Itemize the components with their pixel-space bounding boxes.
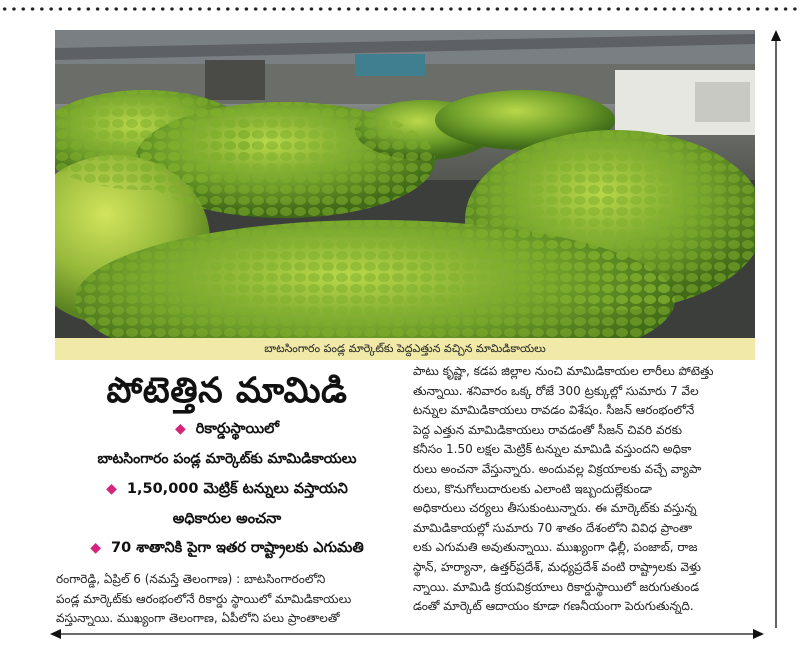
- body-line: పండ్ల మార్కెట్‌కు ఆరంభంలోనే రికార్డు స్థాయిలో మామిడికాయలు: [56, 591, 352, 606]
- bullet-2-continued: అధికారుల అంచనా: [172, 511, 282, 527]
- body-line: న్నాయి. మామిడి క్రయవిక్రయాలు రికార్డుస్థాయిలో జరుగుతుండ: [413, 579, 700, 594]
- diamond-icon: ◆: [106, 481, 117, 497]
- bullet-1-continued: బాటసింగారం పండ్ల మార్కెట్‌కు మామిడికాయలు: [97, 451, 357, 467]
- article-body-right: [413, 362, 757, 617]
- article-body-left: [56, 570, 400, 629]
- column-arrow-vertical: [770, 30, 782, 628]
- headline: పోటెత్తిన మామిడి: [106, 370, 348, 411]
- bullet-3: ◆ 70 శాతానికి పైగా ఇతర రాష్ట్రాలకు ఎగుమతి: [90, 540, 364, 556]
- column-arrow-horizontal: [50, 628, 764, 640]
- body-line: తున్నాయి. శనివారం ఒక్క రోజే 300 ట్రక్కుల్లో సుమారు 7 వేల: [413, 383, 699, 398]
- body-line: లకు ఎగుమతి అవుతున్నాయి. ముఖ్యంగా ఢిల్లీ, పంజాబ్, రాజ: [413, 540, 698, 555]
- body-line: డంతో మార్కెట్ ఆదాయం కూడా గణనీయంగా పెరుగుతున్నది.: [413, 599, 694, 614]
- body-line: మామిడికాయల్లో సుమారు 70 శాతం దేశంలోని వివిధ ప్రాంతా: [413, 520, 693, 535]
- dotted-top-rule: [0, 6, 800, 12]
- body-line: వస్తున్నాయి. ముఖ్యంగా తెలంగాణ, ఏపీలోని పలు ప్రాంతాలతో: [56, 611, 340, 625]
- bullet-1: ◆ రికార్డుస్థాయిలో: [174, 421, 280, 437]
- body-line: పాటు కృష్ణా, కడప జిల్లాల నుంచి మామిడికాయల లారీలు పోటెత్తు: [413, 364, 714, 378]
- photo-caption: బాటసింగారం పండ్ల మార్కెట్‌కు పెద్దఎత్తున వచ్చిన మామిడికాయలు: [55, 338, 755, 360]
- diamond-icon: ◆: [90, 540, 102, 556]
- body-line: రులు, కొనుగోలుదారులకు ఎలాంటి ఇబ్బందుల్లేకుండా: [413, 481, 652, 496]
- body-line: అధికారులు చర్యలు తీసుకుంటున్నారు. ఈ మార్కెట్‌కు వస్తున్న: [413, 501, 697, 516]
- body-line: స్థాన్, హర్యానా, ఉత్తర్‌ప్రదేశ్, మధ్యప్రదేశ్ వంటి రాష్ట్రాలకు వెళ్తు: [413, 559, 701, 574]
- body-line: కనీసం 1.50 లక్షల మెట్రిక్ టన్నుల మామిడి వస్తుందని అధికా: [413, 442, 692, 457]
- body-line: రంగారెడ్డి, ఏప్రిల్ 6 (నమస్తే తెలంగాణ) : బాటసింగారంలోని: [56, 572, 326, 586]
- body-line: టన్నుల మామిడికాయలు రావడం విశేషం. సీజన్ ఆరంభంలోనే: [413, 403, 695, 418]
- diamond-icon: ◆: [174, 421, 186, 437]
- mango-market-photo: [55, 30, 755, 338]
- bullet-2: ◆ 1,50,000 మెట్రిక్ టన్నులు వస్తాయని: [106, 481, 348, 497]
- body-line: పెద్ద ఎత్తున మామిడికాయలు రావడంతో సీజన్ చివరి వరకు: [413, 422, 683, 437]
- body-line: రులు అంచనా వేస్తున్నారు. అందువల్ల విక్రయాలకు వచ్చే వ్యాపా: [413, 461, 702, 476]
